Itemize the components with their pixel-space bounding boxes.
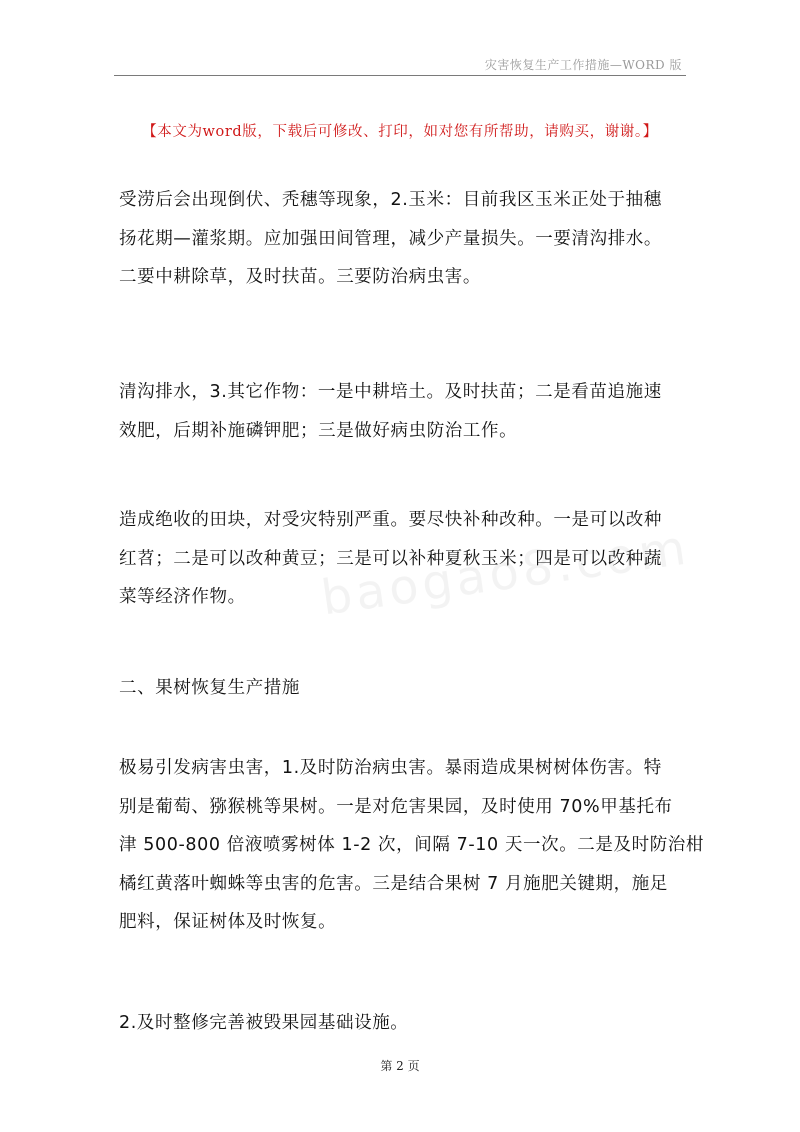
paragraph-other-crops: [119, 373, 689, 450]
paragraph-line: 极易引发病害虫害，1.及时防治病虫害。暴雨造成果树树体伤害。特: [119, 758, 662, 778]
page-number: 第 2 页: [380, 1059, 420, 1073]
paragraph-pest-control: [119, 749, 704, 942]
paragraph-line: 二要中耕除草，及时扶苗。三要防治病虫害。: [119, 267, 481, 288]
section-heading: 二、果树恢复生产措施: [119, 678, 300, 698]
paragraph-line: 肥料，保证树体及时恢复。: [119, 912, 337, 933]
paragraph-infrastructure: [119, 1004, 689, 1043]
paragraph-replanting: [119, 501, 689, 617]
paragraph-corn: [119, 181, 689, 297]
paragraph-line: 效肥，后期补施磷钾肥；三是做好病虫防治工作。: [119, 420, 518, 441]
header-divider: [114, 75, 686, 76]
paragraph-line: 2.及时整修完善被毁果园基础设施。: [119, 1013, 409, 1033]
download-notice: 【本文为word版，下载后可修改、打印，如对您有所帮助，请购买，谢谢。】: [142, 124, 658, 140]
paragraph-line: 津 500-800 倍液喷雾树体 1-2 次，间隔 7-10 天一次。二是及时防治柑: [119, 835, 704, 856]
paragraph-line: 红苕；二是可以改种黄豆；三是可以补种夏秋玉米；四是可以改种蔬: [119, 548, 662, 569]
paragraph-line: 造成绝收的田块，对受灾特别严重。要尽快补种改种。一是可以改种: [119, 510, 662, 530]
paragraph-line: 清沟排水，3.其它作物：一是中耕培土。及时扶苗；二是看苗追施速: [119, 382, 662, 402]
paragraph-line: 别是葡萄、猕猴桃等果树。一是对危害果园，及时使用 70%甲基托布: [119, 796, 673, 817]
paragraph-line: 菜等经济作物。: [119, 587, 246, 608]
section-heading-fruit-trees: [119, 669, 689, 708]
paragraph-line: 橘红黄落叶蜘蛛等虫害的危害。三是结合果树 7 月施肥关键期，施足: [119, 873, 668, 894]
paragraph-line: 扬花期—灌浆期。应加强田间管理，减少产量损失。一要清沟排水。: [119, 228, 662, 249]
page-header-title: 灾害恢复生产工作措施—WORD 版: [484, 58, 682, 72]
paragraph-line: 受涝后会出现倒伏、秃穗等现象，2.玉米：目前我区玉米正处于抽穗: [119, 190, 662, 210]
